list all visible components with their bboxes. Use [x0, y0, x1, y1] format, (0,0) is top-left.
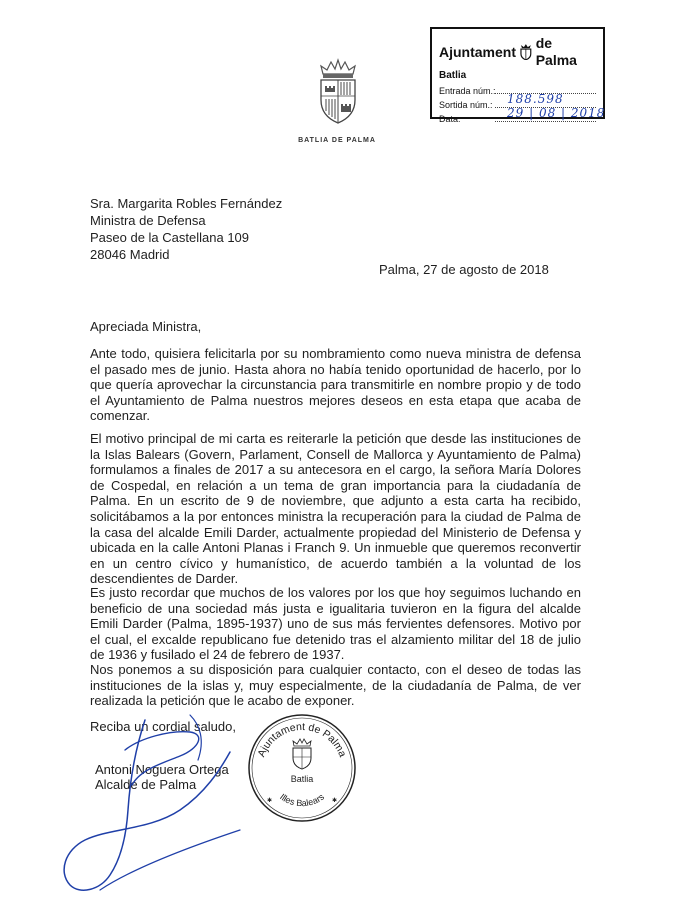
- registry-date-field: [495, 106, 606, 122]
- registry-stamp-title-right: de Palma: [535, 35, 577, 68]
- stamp-ring-top-text: Ajuntament de Palma: [255, 720, 349, 759]
- recipient-position: Ministra de Defensa: [90, 213, 206, 228]
- stamp-crest-icon: [293, 739, 311, 769]
- letter-paragraph: Nos ponemos a su disposición para cualquier contacto, con el deseo de todas las instituciones de la islas y, muy especialmente, de la ciudadanía de Palma, de ver realizada la petición que le acabo de exponer.: [90, 662, 581, 709]
- registry-exit-value: 188.598: [507, 92, 564, 106]
- letter-closing: Reciba un cordial saludo,: [90, 719, 236, 734]
- registry-stamp-title: [439, 35, 596, 69]
- letter-paragraph: Ante todo, quisiera felicitarla por su nombramiento como nueva ministra de defensa el pasado mes de junio. Hasta ahora no había tenido oportunidad de hacerlo, por lo que quería aprovechar la circunstancia para transmitirle en nombre propio y de todo el Ayuntamiento de Palma nuestros mejores deseos en esta etapa que acaba de comenzar.: [90, 346, 581, 424]
- stamp-star-left-icon: ✱: [267, 797, 273, 804]
- palma-coat-of-arms-icon: [309, 56, 367, 126]
- stamp-center-text: Batlia: [290, 774, 314, 784]
- letter-salutation: Apreciada Ministra,: [90, 319, 202, 334]
- registry-date-value: 29 | 08 | 2018: [507, 106, 606, 120]
- letter-paragraph: Es justo recordar que muchos de los valores por los que hoy seguimos luchando en beneficio de una sociedad más justa e igualitaria tuvieron en la figura del alcalde Emili Darder (Palma, 1895-1937) uno de sus más fervientes defensores. Motivo por el cual, el excalde republicano fue detenido tras el alzamiento militar del 18 de julio de 1936 y fusilado el 24 de febrero de 1937.: [90, 585, 581, 663]
- stamp-ring-bottom-text: Illes Balears: [278, 791, 326, 809]
- mini-crest-icon: [519, 44, 533, 60]
- registry-stamp-subtitle: Batlia: [439, 70, 467, 81]
- registry-date-label: Data:: [439, 114, 461, 124]
- signer-name: Antoni Noguera Ortega: [95, 762, 229, 777]
- registry-stamp-title-left: Ajuntament: [439, 43, 516, 60]
- registry-exit-label: Sortida núm.:: [439, 100, 493, 110]
- stamp-star-right-icon: ✱: [332, 797, 338, 804]
- registry-stamp: [430, 27, 606, 124]
- recipient-name: Sra. Margarita Robles Fernández: [90, 196, 283, 211]
- letter-paragraph: El motivo principal de mi carta es reiterarle la petición que desde las instituciones de la Islas Balears (Govern, Parlament, Consell de Mallorca y Ayuntamiento de Palma) formulamos a finales de 2017 a su antecesora en el cargo, la señora María Dolores de Cospedal, en relación a un tema de gran importancia para la ciudadanía de Palma. En un escrito de 9 de noviembre, que adjunto a esta carta ha recibido, solicitábamos a la por entonces ministra la recuperación para la ciudad de Palma de la casa del alcalde Emili Darder, actualmente propiedad del Ministerio de Defensa y ubicada en la calle Antoni Planas i Franch 9. Un inmueble que queremos reconvertir en un centro cívico y humanístico, de acuerdo también a la voluntad de los descendientes de Darder.: [90, 431, 581, 587]
- header-caption: BATLIA DE PALMA: [298, 137, 376, 144]
- recipient-address: [90, 195, 282, 263]
- signer-block: [95, 762, 229, 792]
- registry-date-row: [439, 106, 606, 126]
- recipient-street: Paseo de la Castellana 109: [90, 230, 250, 245]
- registry-entry-label: Entrada núm.:: [439, 86, 496, 96]
- round-official-stamp: [246, 712, 358, 824]
- recipient-city: 28046 Madrid: [90, 247, 170, 262]
- signer-title: Alcalde de Palma: [95, 777, 197, 792]
- letter-date: Palma, 27 de agosto de 2018: [379, 262, 549, 277]
